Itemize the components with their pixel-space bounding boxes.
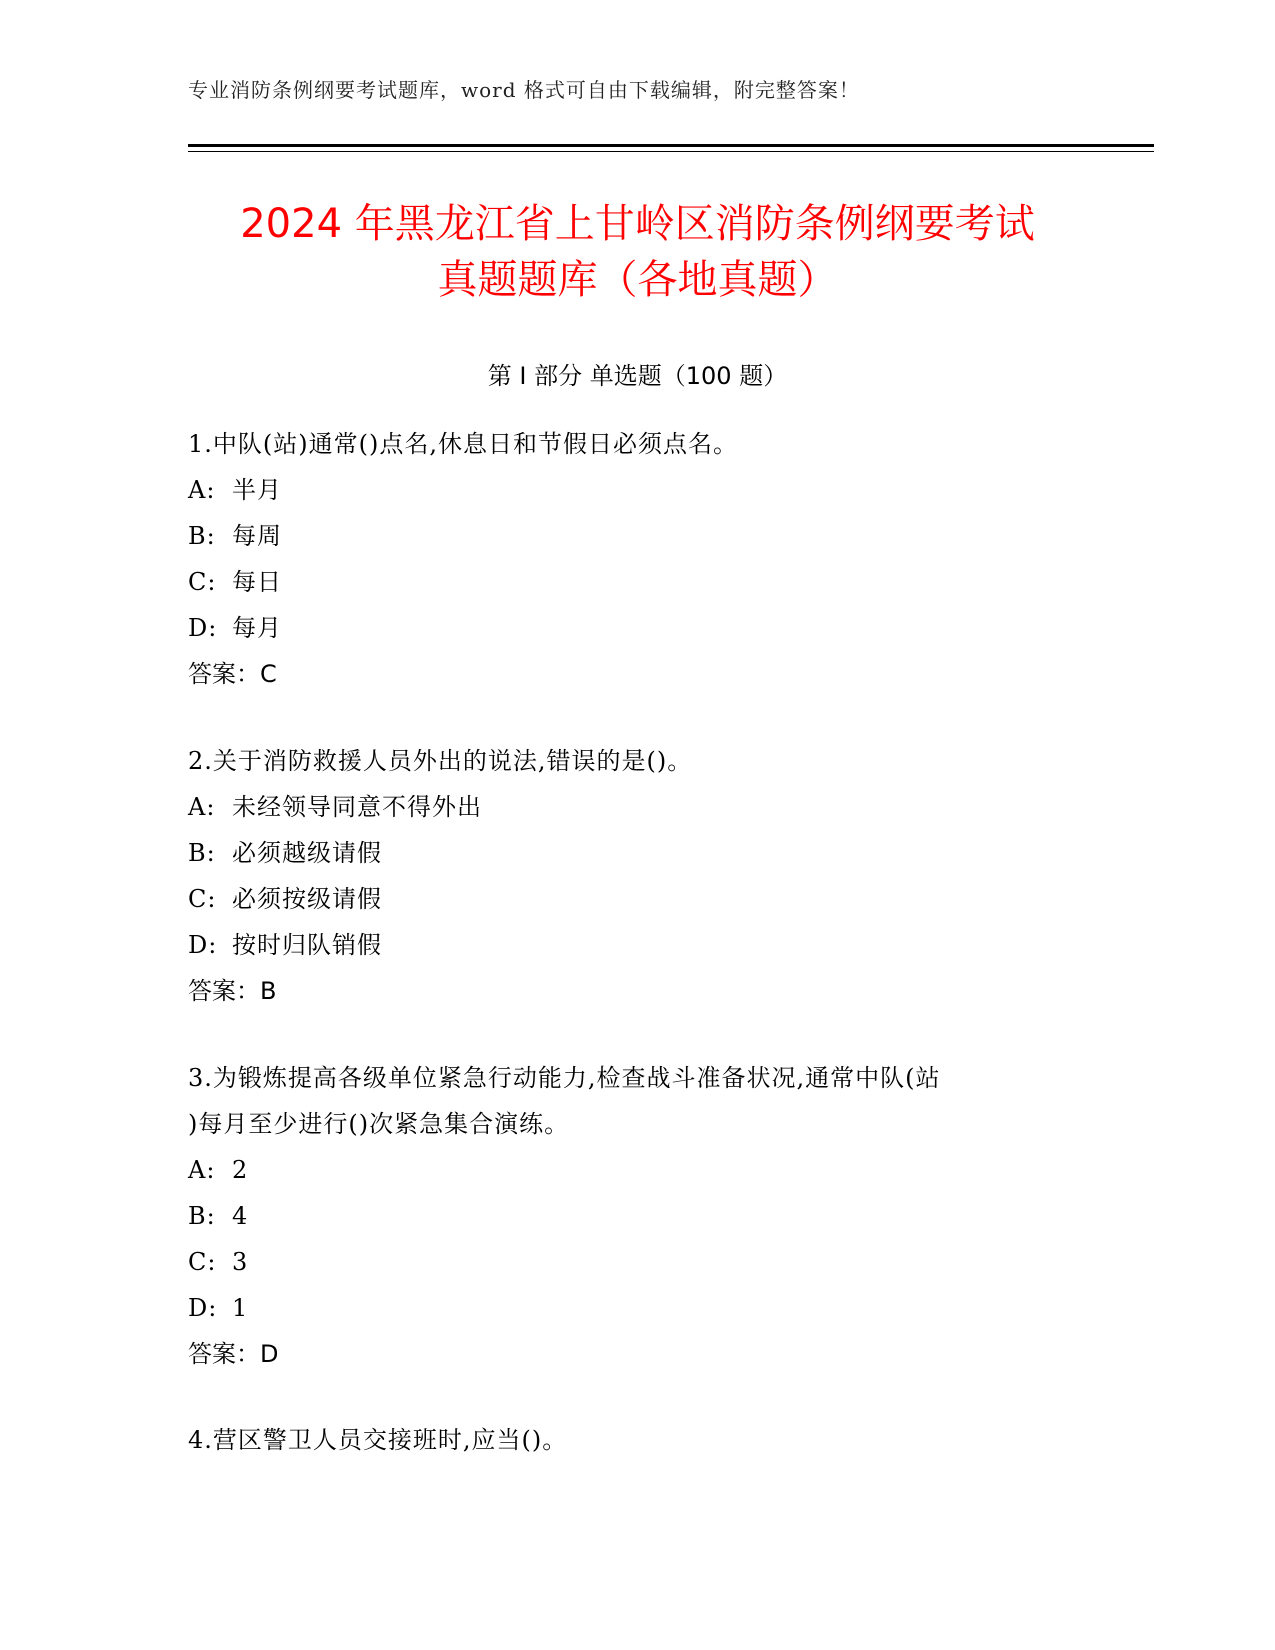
option-letter: C:	[188, 885, 217, 913]
option-text: 每周	[232, 522, 282, 550]
option-text: 未经领导同意不得外出	[232, 793, 482, 821]
question-text-line-2: )每月至少进行()次紧急集合演练。	[188, 1110, 570, 1138]
option-text: 按时归队销假	[232, 931, 382, 959]
option-text: 每月	[232, 614, 282, 642]
option-letter: D:	[188, 614, 218, 642]
option-letter: B:	[188, 839, 216, 867]
option-text: 必须按级请假	[232, 885, 382, 913]
header-rule-thick	[188, 144, 1154, 147]
option-letter: B:	[188, 1202, 216, 1230]
option-letter: A:	[188, 1156, 216, 1184]
option-c	[188, 1239, 1088, 1285]
option-text: 1	[232, 1294, 249, 1322]
question-3	[188, 1055, 1088, 1377]
section-heading: 第 I 部分 单选题（100 题）	[487, 362, 788, 390]
option-d	[188, 605, 1088, 651]
question-text-line-1: 3.为锻炼提高各级单位紧急行动能力,检查战斗准备状况,通常中队(站	[188, 1064, 941, 1092]
option-letter: D:	[188, 931, 218, 959]
document-title	[120, 196, 1155, 308]
option-a	[188, 467, 1088, 513]
option-letter: A:	[188, 793, 216, 821]
answer-label: 答案：B	[188, 977, 277, 1005]
title-line-2: 真题题库（各地真题）	[437, 257, 838, 303]
option-b	[188, 513, 1088, 559]
option-text: 2	[232, 1156, 249, 1184]
option-letter: D:	[188, 1294, 218, 1322]
option-b	[188, 830, 1088, 876]
answer-label: 答案：D	[188, 1340, 279, 1368]
option-letter: B:	[188, 522, 216, 550]
question-text: 2.关于消防救援人员外出的说法,错误的是()。	[188, 747, 693, 775]
option-d	[188, 1285, 1088, 1331]
option-c	[188, 559, 1088, 605]
option-text: 半月	[232, 476, 282, 504]
header-rule-thin	[188, 151, 1154, 152]
question-text: 1.中队(站)通常()点名,休息日和节假日必须点名。	[188, 430, 738, 458]
answer-label: 答案：C	[188, 660, 277, 688]
question-2	[188, 738, 1088, 1014]
option-letter: C:	[188, 1248, 217, 1276]
option-a	[188, 784, 1088, 830]
option-text: 必须越级请假	[232, 839, 382, 867]
title-line-1: 2024 年黑龙江省上甘岭区消防条例纲要考试	[240, 201, 1035, 247]
question-text: 4.营区警卫人员交接班时,应当()。	[188, 1426, 568, 1454]
question-1	[188, 421, 1088, 697]
header-note: 专业消防条例纲要考试题库，word 格式可自由下载编辑，附完整答案！	[188, 78, 860, 102]
option-text: 3	[232, 1248, 249, 1276]
option-letter: A:	[188, 476, 216, 504]
option-text: 每日	[232, 568, 282, 596]
option-b	[188, 1193, 1088, 1239]
option-letter: C:	[188, 568, 217, 596]
option-a	[188, 1147, 1088, 1193]
option-text: 4	[232, 1202, 249, 1230]
question-4	[188, 1417, 1088, 1463]
option-c	[188, 876, 1088, 922]
option-d	[188, 922, 1088, 968]
